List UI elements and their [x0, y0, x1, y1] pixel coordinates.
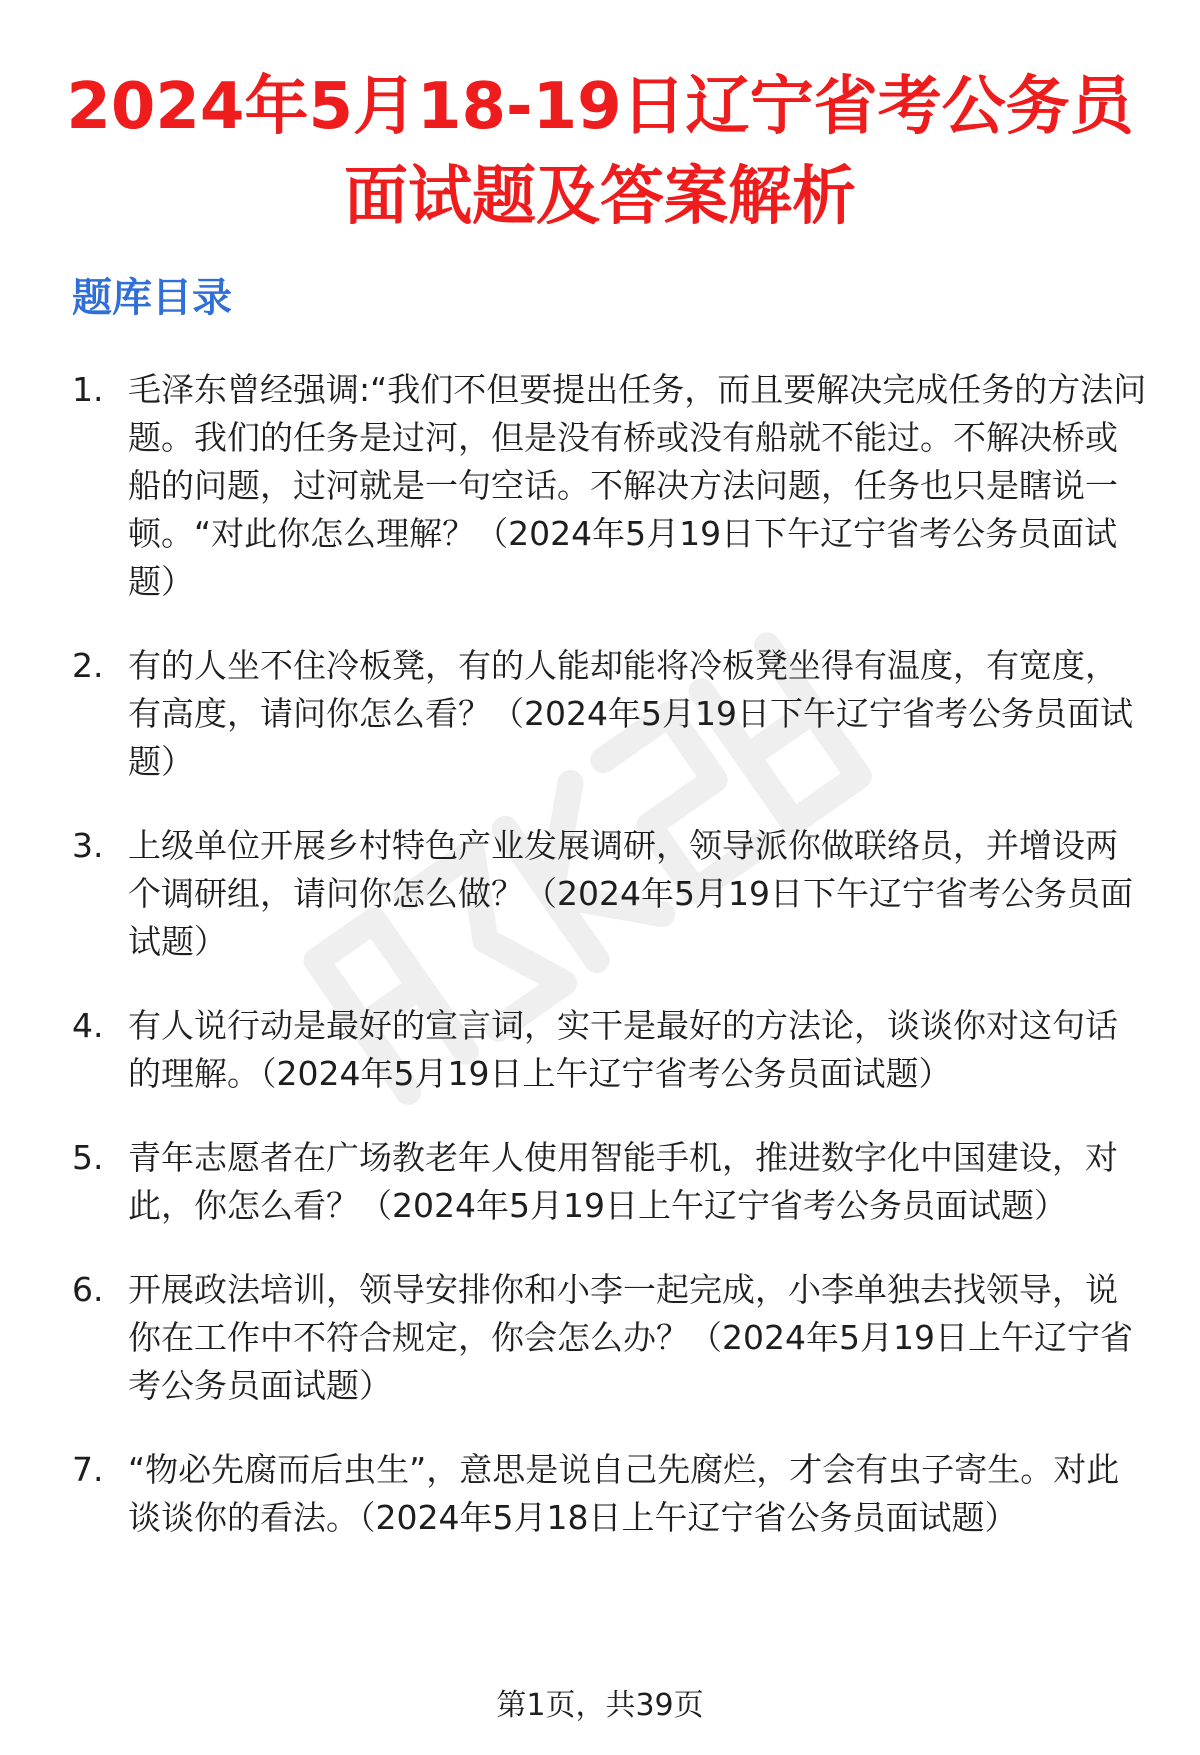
question-item-2 [72, 642, 1147, 786]
question-item-6 [72, 1266, 1147, 1410]
question-item-5 [72, 1134, 1147, 1230]
document-title: 2024年5月18-19日辽宁省考公务员面试题及答案解析 [66, 70, 1134, 234]
question-number: 2. [72, 646, 104, 685]
question-text: 有的人坐不住冷板凳，有的人能却能将冷板凳坐得有温度，有宽度，有高度，请问你怎么看？（2024年5月19日下午辽宁省考公务员面试题） [128, 646, 1133, 781]
question-text: 开展政法培训，领导安排你和小李一起完成，小李单独去找领导，说你在工作中不符合规定，你会怎么办？（2024年5月19日上午辽宁省考公务员面试题） [128, 1270, 1133, 1405]
question-number: 4. [72, 1006, 104, 1045]
question-number: 3. [72, 826, 104, 865]
question-text: 青年志愿者在广场教老年人使用智能手机，推进数字化中国建设，对此，你怎么看？（2024年5月19日上午辽宁省考公务员面试题） [128, 1138, 1118, 1225]
question-number: 1. [72, 370, 104, 409]
question-number: 7. [72, 1450, 104, 1489]
page-footer: 第1页，共39页 [496, 1688, 704, 1723]
section-heading: 题库目录 [72, 275, 232, 321]
question-text: 毛泽东曾经强调:“我们不但要提出任务，而且要解决完成任务的方法问题。我们的任务是过河，但是没有桥或没有船就不能过。不解决桥或船的问题，过河就是一句空话。不解决方法问题，任务也只是瞎说一顿。“对此你怎么理解？（2024年5月19日下午辽宁省考公务员面试题） [128, 370, 1147, 601]
question-text: “物必先腐而后虫生”，意思是说自己先腐烂，才会有虫子寄生。对此谈谈你的看法。（2024年5月18日上午辽宁省公务员面试题） [128, 1450, 1120, 1537]
question-number: 5. [72, 1138, 104, 1177]
question-item-4 [72, 1002, 1147, 1098]
question-number: 6. [72, 1270, 104, 1309]
question-text: 有人说行动是最好的宣言词，实干是最好的方法论，谈谈你对这句话的理解。（2024年5月19日上午辽宁省考公务员面试题） [128, 1006, 1118, 1093]
question-item-7 [72, 1446, 1147, 1542]
question-list [72, 366, 1147, 1578]
question-text: 上级单位开展乡村特色产业发展调研，领导派你做联络员，并增设两个调研组，请问你怎么做？（2024年5月19日下午辽宁省考公务员面试题） [128, 826, 1133, 961]
question-item-1 [72, 366, 1147, 606]
question-item-3 [72, 822, 1147, 966]
